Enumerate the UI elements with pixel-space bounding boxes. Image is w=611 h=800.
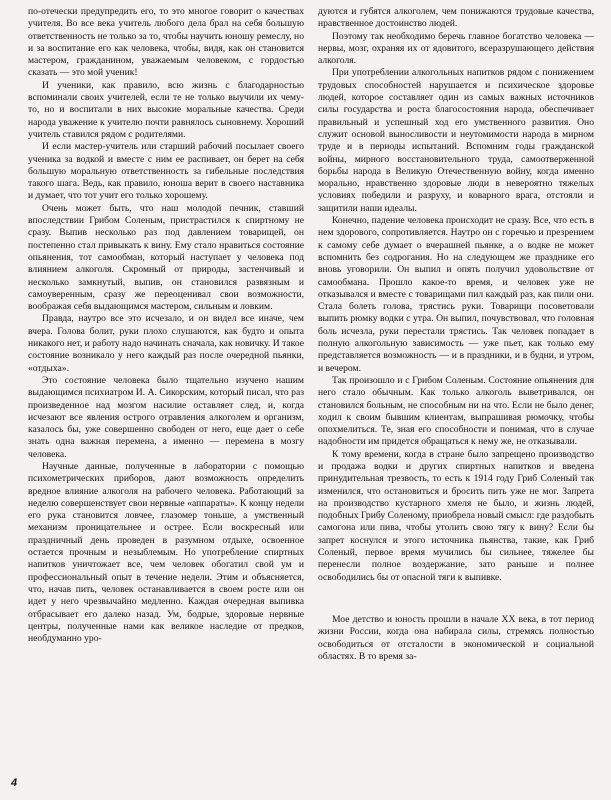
right-column bbox=[318, 6, 594, 663]
page-number: 4 bbox=[11, 777, 18, 789]
paragraph: Конечно, падение человека происходит не сразу. Все, что есть в нем здорового, сопротивляется. Наутро он с горечью и презрением к самому себе думает о вчерашней пьянке, а о водке не может вспомнить без содрогания. Но на следующем же празднике его вновь уговорили. Он выпил и опять получил удовольствие от самообмана. Прошло какое-то время, и человек уже не отказывался и вместе с товарищами пил каждый раз, как пили они. Стала болеть голова, трястись руки. Товарищи посоветовали выпить рюмку водки с утра. Он выпил, почувствовал, что головная боль исчезла, руки перестали трястись. Так человек попадает в полную алкогольную зависимость — уже пьет, как только ему представляется возможность — и в праздники, и в будни, и утром, и вечером. bbox=[318, 215, 594, 374]
paragraph: Так произошло и с Грибом Соленым. Состояние опьянения для него стало обычным. Как только алкоголь выветривался, он становился больным, не способным ни на что. Если не было денег, ходил к своим бывшим клиентам, выпрашивая рюмочку, чтобы опохмелиться. Те, зная его способности и понимая, что в случае надобности им придется обращаться к нему же, не отказывали. bbox=[318, 374, 594, 448]
paragraph: Очень может быть, что наш молодой печник, ставший впоследствии Грибом Соленым, пристрастился к спиртному не сразу. Выпив несколько раз под давлением товарищей, он постепенно стал привыкать к вину. Ему стало нравиться состояние опьянения, тот самообман, который наступает у человека под влиянием алкоголя. Скромный от природы, застенчивый и несколько замкнутый, выпив, он становился развязным и самоуверенным, сразу же переоценивал свои возможности, воображая себя выдающимся мастером, сильным и ловким. bbox=[28, 202, 304, 313]
paragraph: по-отечески предупредить его, то это многое говорит о качествах учителя. Во все века учитель любого дела брал на себя большую ответственность не только за то, чтобы научить юношу ремеслу, но и за воспитание его как человека, чтобы, видя, как он становится мастером, гражданином, уважаемым человеком, с гордостью сказать — это мой ученик! bbox=[28, 6, 304, 79]
paragraph: Это состояние человека было тщательно изучено нашим выдающимся психиатром И. А. Сикорским, который писал, что раз произведенное над мозгом насилие оставляет след, и, когда исчезают все явления острого отравления алкоголем и организм, казалось бы, уже совершенно свободен от него, еще дает о себе знать одна важная перемена, а именно — перемена в мозгу человека. bbox=[28, 374, 304, 460]
paragraph: И ученики, как правило, всю жизнь с благодарностью вспоминали своих учителей, если те не только выучили их чему-то, но и воспитали в них высокие моральные качества. Среди народа уважение к учителю почти равнялось сыновнему. Хороший учитель ставился рядом с родителями. bbox=[28, 79, 304, 140]
paragraph: Правда, наутро все это исчезало, и он видел все иначе, чем вчера. Голова болит, руки плохо слушаются, как будто и опыта никакого нет, и работу надо начинать сначала, как новичку. И такое состояние возникало у него каждый раз после очередной пьянки, «отдыха». bbox=[28, 313, 304, 374]
paragraph: Научные данные, полученные в лаборатории с помощью психометрических приборов, дают возможность определить вредное влияние алкоголя на рабочего человека. Работающий за неделю совершенствует свои нервные «аппараты». К концу недели его рука становится ловчее, глазомер тоньше, а умственный механизм проницательнее и острее. Если воскресный или праздничный день проведен в разумном отдыхе, освоенное остается прочным и незыблемым. Но употребление спиртных напитков уничтожает все, чем человек обогатил свой ум и профессиональный опыт в течение недели. Этим и объясняется, что, начав пить, человек останавливается в своем росте или он идет у него чрезвычайно медленно. Каждая очередная выпивка отбрасывает его далеко назад. Ум, бодрые, здоровые нервные центры, полученные нами как великое наследие от предков, необдуманно уро- bbox=[28, 460, 304, 645]
left-column bbox=[28, 6, 304, 645]
paragraph: дуются и губятся алкоголем, чем понижаются трудовые качества, нравственное достоинство людей. bbox=[318, 6, 594, 30]
paragraph: При употреблении алкогольных напитков рядом с понижением трудовых способностей нарушается и психическое здоровье людей, которое составляет один из самых важных источников силы государства и роста благосостояния народа, обеспечивает правильный и успешный ход его умственного развития. Оно служит основой выносливости и неутомимости народа в мирном труде и в периоды испытаний. Вспомним годы гражданской войны, мирного восстановительного труда, самоотверженной борьбы народа в Великую Отечественную войну, когда именно морально, нравственно здоровые люди в невероятно тяжелых условиях победили и разруху, и коварного врага, отстояли и защитили наши идеалы. bbox=[318, 67, 594, 214]
paragraph: Мое детство и юность прошли в начале XX века, в тот период жизни России, когда она набирала силы, стремясь полностью освободиться от отсталости в экономической и социальной областях. В то время за- bbox=[318, 613, 594, 662]
paragraph: И если мастер-учитель или старший рабочий посылает своего ученика за водкой и вместе с ним ее распивает, он берет на себя большую моральную ответственность за гибельные последствия такого шага. Ведь, как правило, юноша верит в своего наставника и думает, что тот учит его только хорошему. bbox=[28, 141, 304, 202]
paragraph: Поэтому так необходимо беречь главное богатство человека — нервы, мозг, охраняя их от ядовитого, всеразрушающего действия алкоголя. bbox=[318, 30, 594, 67]
section-gap bbox=[318, 584, 594, 614]
paragraph: К тому времени, когда в стране было запрещено производство и продажа водки и других спиртных напитков и введена принудительная трезвость, то есть к 1914 году Гриб Соленый так изменился, что остановиться и бросить пить уже не мог. Запрета на производство кустарного хмеля не было, и жизнь людей, подобных Грибу Соленому, приобрела новый смысл: где раздобыть самогона или пива, чтобы утолить свою тягу к вину? Если бы запрет коснулся и этого источника пьянства, такие, как Гриб Соленый, первое время мучились бы сильнее, тяжелее бы перенесли полное воздержание, зато раньше и полнее освободились бы от опасной тяги к выпивке. bbox=[318, 448, 594, 583]
